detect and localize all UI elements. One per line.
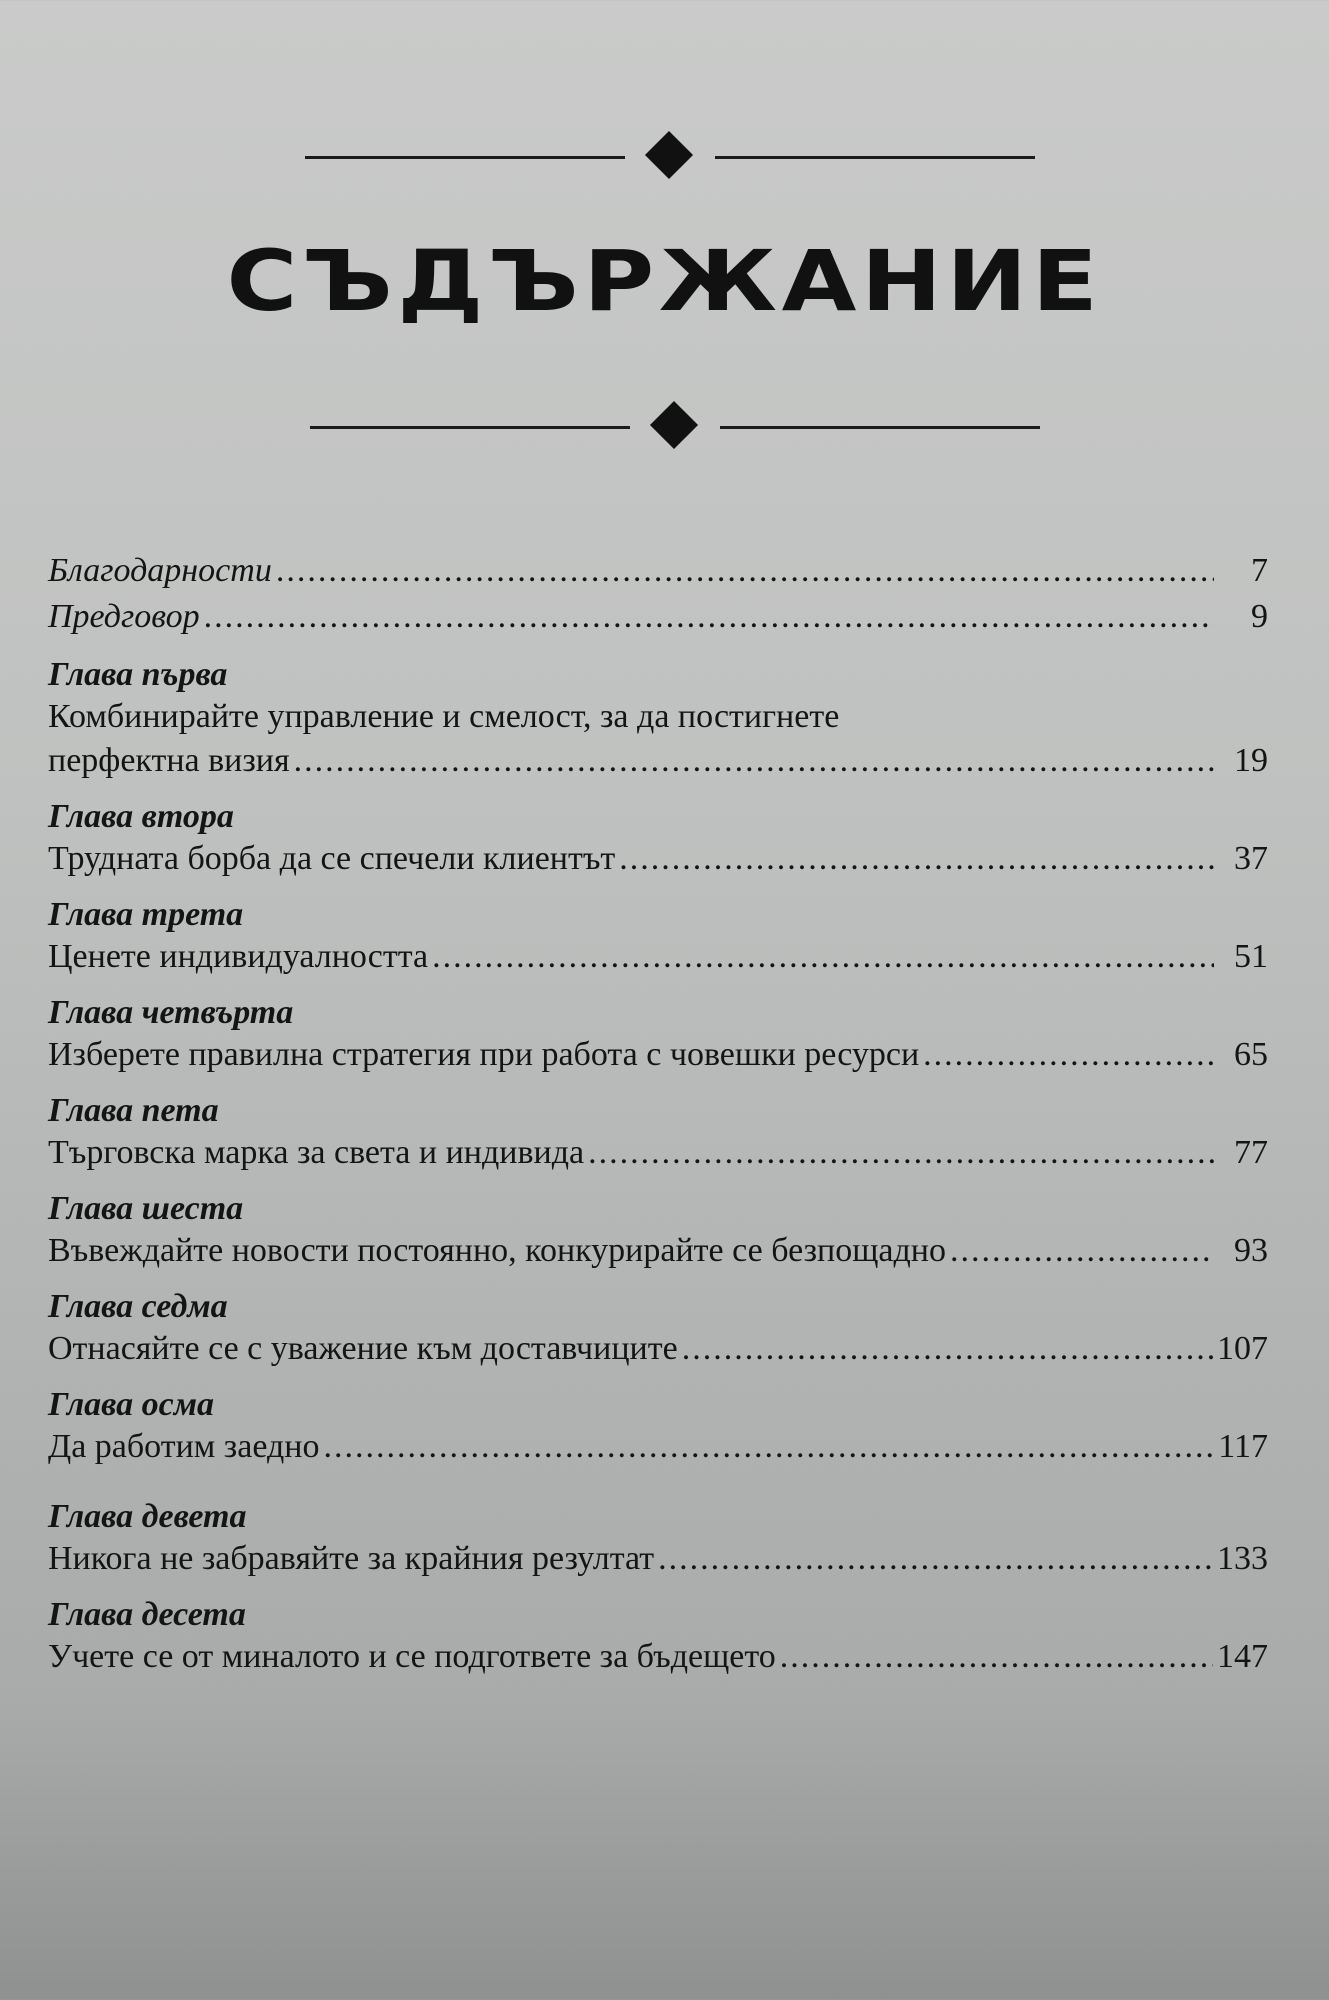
dot-leader xyxy=(432,934,1214,980)
page-title: СЪДЪРЖАНИЕ xyxy=(226,232,1103,330)
chapter-label: Глава десета xyxy=(48,1596,246,1633)
toc-entry-title: Изберете правилна стратегия при работа с човешки ресурси xyxy=(48,1036,920,1073)
toc-entry-title: Учете се от миналото и се подгответе за бъдещето xyxy=(48,1638,776,1675)
toc-chapter-1 xyxy=(48,656,1268,782)
ornament-line xyxy=(715,156,1035,159)
diamond-icon xyxy=(650,401,698,449)
toc-page-number: 77 xyxy=(1234,1134,1268,1171)
toc-entry-acknowledgements xyxy=(48,548,1268,594)
toc-chapter-9 xyxy=(48,1498,1268,1580)
ornament-line xyxy=(305,156,625,159)
toc-page-number: 133 xyxy=(1217,1540,1268,1577)
toc-entry-title: Предговор xyxy=(48,598,200,635)
toc-entry-title: Отнасяйте се с уважение към доставчиците xyxy=(48,1330,678,1367)
toc-page-number: 19 xyxy=(1234,742,1268,779)
top-ornament xyxy=(305,138,1035,178)
toc-chapter-2 xyxy=(48,798,1268,880)
toc-page-number: 9 xyxy=(1251,598,1268,635)
ornament-line xyxy=(720,426,1040,429)
toc-entry-preface xyxy=(48,594,1268,640)
dot-leader xyxy=(276,548,1214,594)
dot-leader xyxy=(682,1326,1213,1372)
chapter-label: Глава четвърта xyxy=(48,994,294,1031)
diamond-icon xyxy=(645,131,693,179)
toc-page-number: 117 xyxy=(1218,1428,1268,1465)
dot-leader xyxy=(588,1130,1214,1176)
toc-chapter-6 xyxy=(48,1190,1268,1272)
dot-leader xyxy=(780,1634,1213,1680)
toc-entry-title: Да работим заедно xyxy=(48,1428,320,1465)
toc-page-number: 37 xyxy=(1234,840,1268,877)
chapter-label: Глава пета xyxy=(48,1092,219,1129)
toc-entry-title: Въвеждайте новости постоянно, конкурирайте се безпощадно xyxy=(48,1232,946,1269)
toc-entry-title-line: Комбинирайте управление и смелост, за да постигнете xyxy=(48,698,840,735)
dot-leader xyxy=(950,1228,1214,1274)
bottom-ornament xyxy=(310,408,1040,448)
table-of-contents xyxy=(48,548,1268,1678)
toc-page-number: 7 xyxy=(1251,552,1268,589)
toc-chapter-3 xyxy=(48,896,1268,978)
chapter-label: Глава втора xyxy=(48,798,234,835)
toc-entry-title: Търговска марка за света и индивида xyxy=(48,1134,585,1171)
toc-entry-title: Ценете индивидуалността xyxy=(48,938,429,975)
dot-leader xyxy=(294,738,1214,784)
dot-leader xyxy=(619,836,1214,882)
chapter-label: Глава седма xyxy=(48,1288,228,1325)
chapter-label: Глава шеста xyxy=(48,1190,244,1227)
chapter-label: Глава осма xyxy=(48,1386,215,1423)
toc-entry-title-line: перфектна визия xyxy=(48,742,290,779)
toc-page-number: 93 xyxy=(1234,1232,1268,1269)
chapter-label: Глава трета xyxy=(48,896,244,933)
toc-page-number: 147 xyxy=(1217,1638,1268,1675)
toc-entry-title: Трудната борба да се спечели клиентът xyxy=(48,840,616,877)
dot-leader xyxy=(204,594,1214,640)
dot-leader xyxy=(658,1536,1213,1582)
chapter-label: Глава девета xyxy=(48,1498,247,1535)
toc-page-number: 107 xyxy=(1217,1330,1268,1367)
ornament-line xyxy=(310,426,630,429)
toc-entry-title: Никога не забравяйте за крайния резултат xyxy=(48,1540,655,1577)
toc-page-number: 65 xyxy=(1234,1036,1268,1073)
toc-chapter-8 xyxy=(48,1386,1268,1468)
dot-leader xyxy=(323,1424,1214,1470)
toc-chapter-7 xyxy=(48,1288,1268,1370)
chapter-label: Глава първа xyxy=(48,656,228,693)
toc-chapter-5 xyxy=(48,1092,1268,1174)
dot-leader xyxy=(923,1032,1214,1078)
toc-chapter-4 xyxy=(48,994,1268,1076)
toc-chapter-10 xyxy=(48,1596,1268,1678)
toc-entry-title: Благодарности xyxy=(48,552,272,589)
toc-page-number: 51 xyxy=(1234,938,1268,975)
